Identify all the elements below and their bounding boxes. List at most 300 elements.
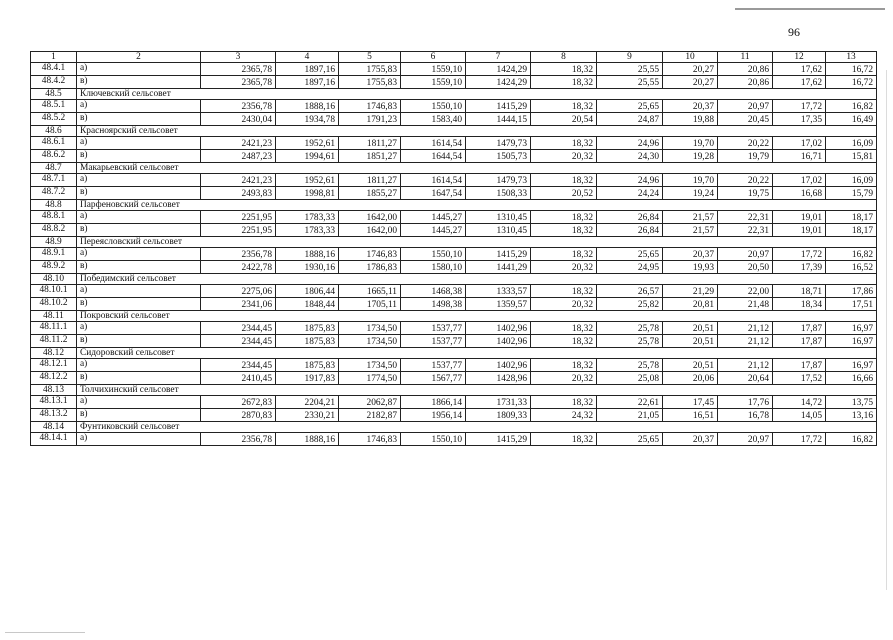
value-cell: 1875,83 — [276, 359, 339, 372]
value-cell: 20,97 — [718, 433, 773, 446]
value-cell: 19,01 — [773, 224, 826, 237]
settlement-name: Красноярский сельсовет — [77, 126, 877, 137]
value-cell: 19,70 — [663, 137, 718, 150]
value-cell: 1755,83 — [339, 63, 401, 76]
value-cell: 17,02 — [773, 174, 826, 187]
settlement-name: Покровский сельсовет — [77, 311, 877, 322]
value-cell: 18,32 — [531, 396, 597, 409]
value-cell: 1934,78 — [276, 113, 339, 126]
value-cell: 16,72 — [826, 76, 877, 89]
header-cell: 5 — [339, 52, 401, 63]
value-cell: 1897,16 — [276, 76, 339, 89]
value-cell: 1479,73 — [466, 174, 531, 187]
value-cell: 1550,10 — [401, 100, 466, 113]
value-cell: 24,96 — [597, 137, 663, 150]
value-cell: 1444,15 — [466, 113, 531, 126]
subheading-row — [31, 163, 877, 174]
subheading-row — [31, 237, 877, 248]
value-cell: 1734,50 — [339, 322, 401, 335]
value-cell: 18,32 — [531, 224, 597, 237]
value-cell: 18,32 — [531, 174, 597, 187]
value-cell: 20,27 — [663, 76, 718, 89]
value-cell: 16,68 — [773, 187, 826, 200]
value-cell: 25,55 — [597, 63, 663, 76]
value-cell: 1580,10 — [401, 261, 466, 274]
value-cell: 1614,54 — [401, 137, 466, 150]
value-cell: 18,32 — [531, 76, 597, 89]
table-row — [31, 285, 877, 298]
value-cell: 2062,87 — [339, 396, 401, 409]
value-cell: 21,12 — [718, 335, 773, 348]
row-label: а) — [77, 322, 201, 335]
value-cell: 19,75 — [718, 187, 773, 200]
value-cell: 1333,57 — [466, 285, 531, 298]
value-cell: 2422,78 — [201, 261, 276, 274]
value-cell: 1567,77 — [401, 372, 466, 385]
value-cell: 2341,06 — [201, 298, 276, 311]
subheading-row — [31, 200, 877, 211]
subheading-row — [31, 422, 877, 433]
value-cell: 25,78 — [597, 335, 663, 348]
value-cell: 24,30 — [597, 150, 663, 163]
value-cell: 16,97 — [826, 359, 877, 372]
value-cell: 20,22 — [718, 137, 773, 150]
value-cell: 26,84 — [597, 224, 663, 237]
table-row — [31, 100, 877, 113]
value-cell: 22,31 — [718, 211, 773, 224]
value-cell: 18,32 — [531, 137, 597, 150]
row-code: 48.12.2 — [31, 372, 77, 385]
value-cell: 16,72 — [826, 63, 877, 76]
value-cell: 17,62 — [773, 76, 826, 89]
page-number: 96 — [788, 25, 800, 39]
value-cell: 18,32 — [531, 100, 597, 113]
value-cell: 1310,45 — [466, 224, 531, 237]
row-label: а) — [77, 63, 201, 76]
value-cell: 1614,54 — [401, 174, 466, 187]
value-cell: 1952,61 — [276, 137, 339, 150]
value-cell: 2672,83 — [201, 396, 276, 409]
value-cell: 2430,04 — [201, 113, 276, 126]
row-label: а) — [77, 211, 201, 224]
value-cell: 20,32 — [531, 261, 597, 274]
value-cell: 17,87 — [773, 359, 826, 372]
value-cell: 1786,83 — [339, 261, 401, 274]
row-label: а) — [77, 359, 201, 372]
row-code: 48.6 — [31, 126, 77, 137]
value-cell: 14,72 — [773, 396, 826, 409]
table-row — [31, 396, 877, 409]
value-cell: 1888,16 — [276, 100, 339, 113]
value-cell: 1746,83 — [339, 100, 401, 113]
settlement-name: Парфеновский сельсовет — [77, 200, 877, 211]
value-cell: 18,34 — [773, 298, 826, 311]
table-row — [31, 372, 877, 385]
value-cell: 1508,33 — [466, 187, 531, 200]
row-label: в) — [77, 224, 201, 237]
value-cell: 18,32 — [531, 63, 597, 76]
value-cell: 16,71 — [773, 150, 826, 163]
row-code: 48.8.2 — [31, 224, 77, 237]
value-cell: 20,86 — [718, 76, 773, 89]
value-cell: 2421,23 — [201, 174, 276, 187]
value-cell: 1952,61 — [276, 174, 339, 187]
value-cell: 1428,96 — [466, 372, 531, 385]
row-label: в) — [77, 76, 201, 89]
table-row — [31, 359, 877, 372]
value-cell: 1479,73 — [466, 137, 531, 150]
settlement-name: Переясловский сельсовет — [77, 237, 877, 248]
value-cell: 17,76 — [718, 396, 773, 409]
value-cell: 13,75 — [826, 396, 877, 409]
row-code: 48.4.1 — [31, 63, 77, 76]
header-cell: 2 — [77, 52, 201, 63]
value-cell: 1848,44 — [276, 298, 339, 311]
value-cell: 1888,16 — [276, 433, 339, 446]
row-label: а) — [77, 396, 201, 409]
value-cell: 1402,96 — [466, 335, 531, 348]
value-cell: 20,97 — [718, 100, 773, 113]
value-cell: 2182,87 — [339, 409, 401, 422]
value-cell: 25,08 — [597, 372, 663, 385]
value-cell: 15,81 — [826, 150, 877, 163]
value-cell: 21,29 — [663, 285, 718, 298]
subheading-row — [31, 89, 877, 100]
table-row — [31, 113, 877, 126]
header-cell: 4 — [276, 52, 339, 63]
row-code: 48.13.1 — [31, 396, 77, 409]
header-cell: 3 — [201, 52, 276, 63]
value-cell: 1783,33 — [276, 224, 339, 237]
value-cell: 1665,11 — [339, 285, 401, 298]
value-cell: 18,32 — [531, 433, 597, 446]
table-row — [31, 76, 877, 89]
value-cell: 13,16 — [826, 409, 877, 422]
row-label: а) — [77, 248, 201, 261]
value-cell: 16,09 — [826, 174, 877, 187]
value-cell: 20,54 — [531, 113, 597, 126]
value-cell: 19,79 — [718, 150, 773, 163]
value-cell: 2421,23 — [201, 137, 276, 150]
value-cell: 1424,29 — [466, 76, 531, 89]
value-cell: 1998,81 — [276, 187, 339, 200]
value-cell: 1498,38 — [401, 298, 466, 311]
row-code: 48.5.1 — [31, 100, 77, 113]
value-cell: 20,32 — [531, 150, 597, 163]
subheading-row — [31, 311, 877, 322]
value-cell: 1424,29 — [466, 63, 531, 76]
value-cell: 2330,21 — [276, 409, 339, 422]
value-cell: 1441,29 — [466, 261, 531, 274]
value-cell: 20,81 — [663, 298, 718, 311]
value-cell: 1783,33 — [276, 211, 339, 224]
row-code: 48.11.1 — [31, 322, 77, 335]
value-cell: 17,72 — [773, 433, 826, 446]
settlement-name: Толчихинский сельсовет — [77, 385, 877, 396]
value-cell: 2251,95 — [201, 224, 276, 237]
value-cell: 2204,21 — [276, 396, 339, 409]
value-cell: 1917,83 — [276, 372, 339, 385]
value-cell: 20,22 — [718, 174, 773, 187]
value-cell: 2870,83 — [201, 409, 276, 422]
row-label: а) — [77, 433, 201, 446]
value-cell: 20,64 — [718, 372, 773, 385]
value-cell: 1746,83 — [339, 248, 401, 261]
settlement-name: Фунтиковский сельсовет — [77, 422, 877, 433]
value-cell: 17,87 — [773, 322, 826, 335]
value-cell: 1811,27 — [339, 174, 401, 187]
value-cell: 1445,27 — [401, 211, 466, 224]
row-label: а) — [77, 174, 201, 187]
value-cell: 1705,11 — [339, 298, 401, 311]
table-row — [31, 63, 877, 76]
row-label: в) — [77, 372, 201, 385]
value-cell: 25,65 — [597, 100, 663, 113]
table-row — [31, 224, 877, 237]
value-cell: 25,65 — [597, 433, 663, 446]
header-cell: 10 — [663, 52, 718, 63]
subheading-row — [31, 274, 877, 285]
table-body — [31, 63, 877, 446]
header-cell: 13 — [826, 52, 877, 63]
value-cell: 20,06 — [663, 372, 718, 385]
row-label: а) — [77, 137, 201, 150]
value-cell: 1734,50 — [339, 359, 401, 372]
row-code: 48.8.1 — [31, 211, 77, 224]
value-cell: 1734,50 — [339, 335, 401, 348]
header-cell: 8 — [531, 52, 597, 63]
value-cell: 2356,78 — [201, 433, 276, 446]
table-row — [31, 322, 877, 335]
scan-bottom-mark — [5, 632, 85, 633]
value-cell: 1746,83 — [339, 433, 401, 446]
row-code: 48.4.2 — [31, 76, 77, 89]
value-cell: 2251,95 — [201, 211, 276, 224]
value-cell: 21,05 — [597, 409, 663, 422]
value-cell: 1537,77 — [401, 322, 466, 335]
value-cell: 16,82 — [826, 433, 877, 446]
value-cell: 1359,57 — [466, 298, 531, 311]
value-cell: 16,78 — [718, 409, 773, 422]
value-cell: 18,32 — [531, 335, 597, 348]
value-cell: 18,32 — [531, 285, 597, 298]
value-cell: 1559,10 — [401, 76, 466, 89]
value-cell: 1550,10 — [401, 248, 466, 261]
value-cell: 20,27 — [663, 63, 718, 76]
value-cell: 1731,33 — [466, 396, 531, 409]
row-code: 48.6.1 — [31, 137, 77, 150]
value-cell: 20,37 — [663, 433, 718, 446]
value-cell: 1647,54 — [401, 187, 466, 200]
row-label: в) — [77, 261, 201, 274]
table-row — [31, 261, 877, 274]
value-cell: 2356,78 — [201, 248, 276, 261]
header-cell: 11 — [718, 52, 773, 63]
tariff-table — [30, 51, 877, 446]
value-cell: 18,32 — [531, 248, 597, 261]
value-cell: 19,93 — [663, 261, 718, 274]
value-cell: 17,72 — [773, 248, 826, 261]
value-cell: 1505,73 — [466, 150, 531, 163]
row-code: 48.10 — [31, 274, 77, 285]
value-cell: 20,37 — [663, 248, 718, 261]
value-cell: 19,01 — [773, 211, 826, 224]
value-cell: 21,12 — [718, 359, 773, 372]
value-cell: 16,52 — [826, 261, 877, 274]
value-cell: 16,51 — [663, 409, 718, 422]
value-cell: 16,66 — [826, 372, 877, 385]
value-cell: 18,32 — [531, 322, 597, 335]
value-cell: 1537,77 — [401, 359, 466, 372]
value-cell: 19,88 — [663, 113, 718, 126]
value-cell: 20,86 — [718, 63, 773, 76]
value-cell: 1875,83 — [276, 335, 339, 348]
value-cell: 18,32 — [531, 359, 597, 372]
value-cell: 20,50 — [718, 261, 773, 274]
subheading-row — [31, 385, 877, 396]
header-cell: 1 — [31, 52, 77, 63]
value-cell: 24,24 — [597, 187, 663, 200]
table-row — [31, 433, 877, 446]
value-cell: 1310,45 — [466, 211, 531, 224]
value-cell: 26,57 — [597, 285, 663, 298]
value-cell: 24,96 — [597, 174, 663, 187]
value-cell: 21,12 — [718, 322, 773, 335]
table-row — [31, 150, 877, 163]
value-cell: 2356,78 — [201, 100, 276, 113]
value-cell: 18,71 — [773, 285, 826, 298]
value-cell: 1866,14 — [401, 396, 466, 409]
value-cell: 17,35 — [773, 113, 826, 126]
row-code: 48.9.1 — [31, 248, 77, 261]
value-cell: 25,78 — [597, 359, 663, 372]
value-cell: 20,45 — [718, 113, 773, 126]
table-row — [31, 211, 877, 224]
row-code: 48.10.1 — [31, 285, 77, 298]
settlement-name: Ключевский сельсовет — [77, 89, 877, 100]
value-cell: 1402,96 — [466, 359, 531, 372]
value-cell: 1559,10 — [401, 63, 466, 76]
value-cell: 20,51 — [663, 322, 718, 335]
value-cell: 2344,45 — [201, 335, 276, 348]
value-cell: 1806,44 — [276, 285, 339, 298]
value-cell: 1897,16 — [276, 63, 339, 76]
value-cell: 16,97 — [826, 322, 877, 335]
value-cell: 1855,27 — [339, 187, 401, 200]
value-cell: 17,52 — [773, 372, 826, 385]
value-cell: 1468,38 — [401, 285, 466, 298]
value-cell: 22,61 — [597, 396, 663, 409]
value-cell: 24,87 — [597, 113, 663, 126]
table-row — [31, 298, 877, 311]
row-code: 48.12.1 — [31, 359, 77, 372]
value-cell: 1644,54 — [401, 150, 466, 163]
value-cell: 19,70 — [663, 174, 718, 187]
value-cell: 25,55 — [597, 76, 663, 89]
row-code: 48.14 — [31, 422, 77, 433]
header-row — [31, 52, 877, 63]
value-cell: 1851,27 — [339, 150, 401, 163]
header-cell: 9 — [597, 52, 663, 63]
row-code: 48.7 — [31, 163, 77, 174]
value-cell: 21,57 — [663, 211, 718, 224]
header-cell: 7 — [466, 52, 531, 63]
value-cell: 16,82 — [826, 100, 877, 113]
value-cell: 1888,16 — [276, 248, 339, 261]
value-cell: 14,05 — [773, 409, 826, 422]
table-row — [31, 137, 877, 150]
settlement-name: Победимский сельсовет — [77, 274, 877, 285]
value-cell: 1755,83 — [339, 76, 401, 89]
value-cell: 2365,78 — [201, 76, 276, 89]
row-code: 48.8 — [31, 200, 77, 211]
value-cell: 15,79 — [826, 187, 877, 200]
row-code: 48.5.2 — [31, 113, 77, 126]
row-code: 48.13.2 — [31, 409, 77, 422]
value-cell: 17,72 — [773, 100, 826, 113]
value-cell: 20,37 — [663, 100, 718, 113]
value-cell: 1415,29 — [466, 100, 531, 113]
value-cell: 1642,00 — [339, 224, 401, 237]
value-cell: 2275,06 — [201, 285, 276, 298]
value-cell: 1415,29 — [466, 248, 531, 261]
value-cell: 19,28 — [663, 150, 718, 163]
value-cell: 2344,45 — [201, 322, 276, 335]
value-cell: 18,17 — [826, 211, 877, 224]
value-cell: 17,62 — [773, 63, 826, 76]
row-code: 48.6.2 — [31, 150, 77, 163]
value-cell: 17,87 — [773, 335, 826, 348]
value-cell: 1550,10 — [401, 433, 466, 446]
value-cell: 21,48 — [718, 298, 773, 311]
table-row — [31, 409, 877, 422]
header-cell: 6 — [401, 52, 466, 63]
row-code: 48.13 — [31, 385, 77, 396]
value-cell: 21,57 — [663, 224, 718, 237]
value-cell: 18,32 — [531, 211, 597, 224]
value-cell: 1811,27 — [339, 137, 401, 150]
value-cell: 25,65 — [597, 248, 663, 261]
scan-edge-mark — [886, 70, 887, 590]
value-cell: 1994,61 — [276, 150, 339, 163]
header-cell: 12 — [773, 52, 826, 63]
value-cell: 1930,16 — [276, 261, 339, 274]
value-cell: 1774,50 — [339, 372, 401, 385]
value-cell: 1445,27 — [401, 224, 466, 237]
value-cell: 16,49 — [826, 113, 877, 126]
value-cell: 25,78 — [597, 322, 663, 335]
value-cell: 22,00 — [718, 285, 773, 298]
value-cell: 17,39 — [773, 261, 826, 274]
row-code: 48.7.1 — [31, 174, 77, 187]
table-row — [31, 174, 877, 187]
value-cell: 1956,14 — [401, 409, 466, 422]
value-cell: 1402,96 — [466, 322, 531, 335]
value-cell: 16,97 — [826, 335, 877, 348]
row-label: в) — [77, 298, 201, 311]
value-cell: 1583,40 — [401, 113, 466, 126]
value-cell: 20,97 — [718, 248, 773, 261]
row-code: 48.11 — [31, 311, 77, 322]
row-code: 48.9 — [31, 237, 77, 248]
table-row — [31, 248, 877, 261]
value-cell: 1875,83 — [276, 322, 339, 335]
value-cell: 17,86 — [826, 285, 877, 298]
value-cell: 2344,45 — [201, 359, 276, 372]
value-cell: 22,31 — [718, 224, 773, 237]
value-cell: 1791,23 — [339, 113, 401, 126]
row-code: 48.10.2 — [31, 298, 77, 311]
